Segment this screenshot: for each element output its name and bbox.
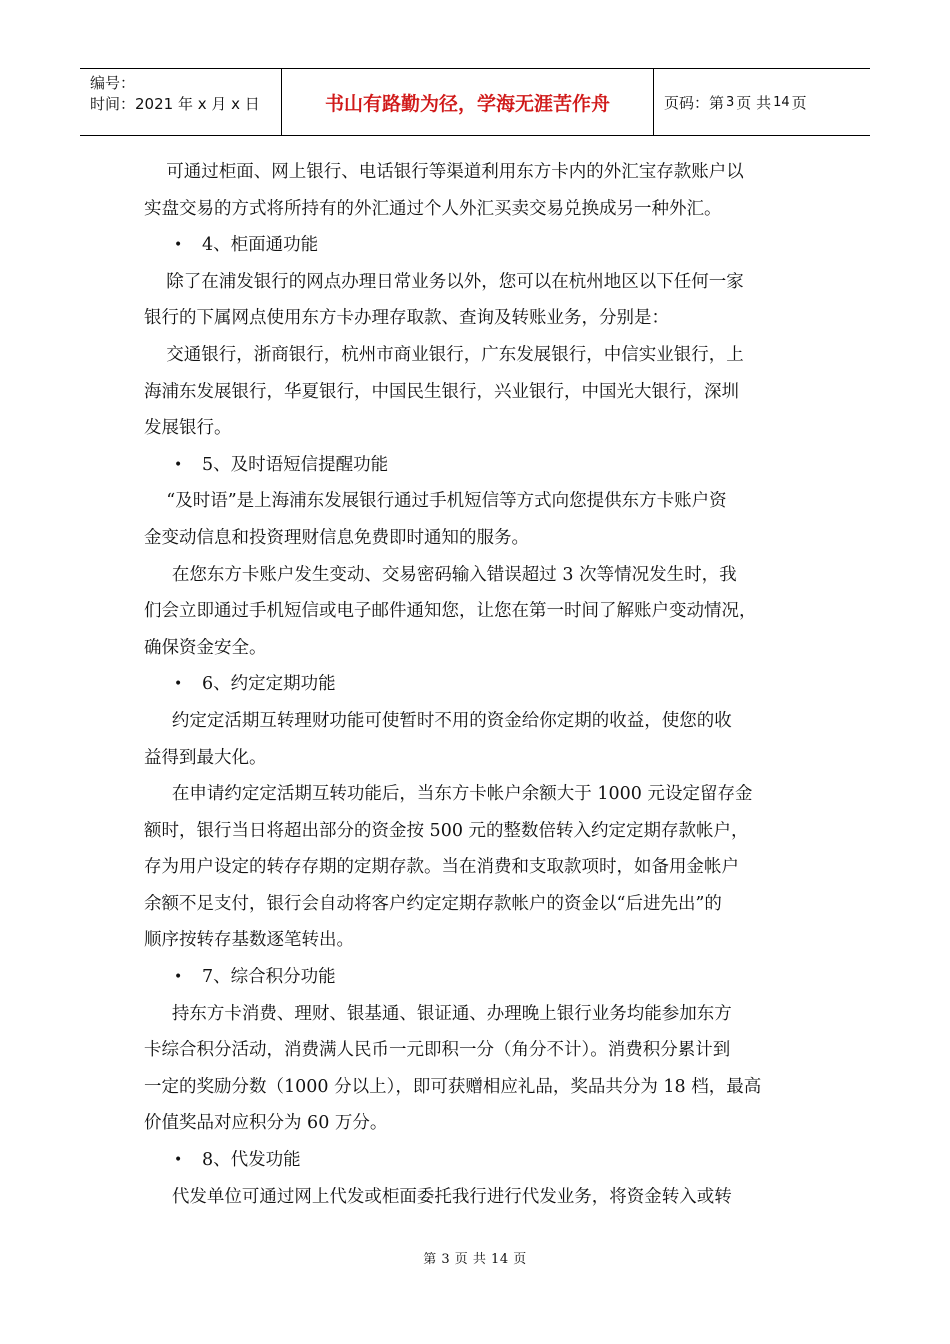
page-footer: 第 3 页 共 14 页: [423, 1252, 527, 1267]
paragraph-line: 益得到最大化。: [144, 747, 267, 768]
document-number-label: 编号：: [90, 74, 136, 92]
document-body: [144, 154, 820, 1215]
section-heading-text: 4、柜面通功能: [202, 235, 319, 256]
page-total: 14: [773, 94, 790, 110]
paragraph-line: 价值奖品对应积分为 60 万分。: [144, 1113, 388, 1134]
document-header: [80, 68, 870, 136]
paragraph-line: 可通过柜面、网上银行、电话银行等渠道利用东方卡内的外汇宝存款账户以: [144, 162, 744, 182]
paragraph-line: 一定的奖励分数（1000 分以上），即可获赠相应礼品，奖品共分为 18 档，最高: [144, 1076, 762, 1097]
bullet-icon: •: [174, 237, 183, 254]
bullet-icon: •: [174, 676, 183, 693]
paragraph-line: 实盘交易的方式将所持有的外汇通过个人外汇买卖交易兑换成另一种外汇。: [144, 198, 722, 219]
paragraph-line: 银行的下属网点使用东方卡办理存取款、查询及转账业务，分别是：: [144, 308, 669, 329]
paragraph-line: 金变动信息和投资理财信息免费即时通知的服务。: [144, 527, 529, 548]
page-current: 3: [726, 94, 735, 110]
paragraph-line: 卡综合积分活动，消费满人民币一元即积一分（角分不计）。消费积分累计到: [144, 1040, 731, 1061]
header-meta: [80, 69, 282, 135]
page-mid: 页 共: [736, 93, 772, 112]
paragraph-line: 发展银行。: [144, 418, 232, 439]
paragraph-line: 确保资金安全。: [144, 637, 267, 658]
paragraph-line: 持东方卡消费、理财、银基通、银证通、办理晚上银行业务均能参加东方: [144, 1003, 732, 1024]
document-date: 时间：2021 年 x 月 x 日: [90, 95, 260, 113]
paragraph-line: “及时语”是上海浦东发展银行通过手机短信等方式向您提供东方卡账户资: [144, 491, 727, 512]
header-motto: 书山有路勤为径，学海无涯苦作舟: [282, 69, 654, 135]
section-heading-text: 7、综合积分功能: [202, 967, 336, 988]
section-heading: [144, 227, 820, 264]
page-suffix: 页: [791, 93, 807, 112]
paragraph-line: 在申请约定定活期互转功能后，当东方卡帐户余额大于 1000 元设定留存金: [144, 784, 753, 805]
paragraph-line: 交通银行，浙商银行，杭州市商业银行，广东发展银行，中信实业银行，上: [144, 344, 744, 365]
paragraph-line: 海浦东发展银行，华夏银行，中国民生银行，兴业银行，中国光大银行，深圳: [144, 381, 739, 402]
bullet-icon: •: [174, 1152, 183, 1169]
section-heading: [144, 959, 820, 996]
paragraph-line: 顺序按转存基数逐笔转出。: [144, 930, 354, 951]
section-heading: [144, 447, 820, 484]
header-page-number: [654, 69, 870, 135]
paragraph-line: 们会立即通过手机短信或电子邮件通知您，让您在第一时间了解账户变动情况，: [144, 601, 757, 622]
bullet-icon: •: [174, 969, 183, 986]
page-prefix: 页码：第: [664, 93, 725, 112]
paragraph-line: 代发单位可通过网上代发或柜面委托我行进行代发业务，将资金转入或转: [144, 1186, 732, 1207]
section-heading-text: 5、及时语短信提醒功能: [202, 454, 389, 475]
section-heading: [144, 666, 820, 703]
paragraph-line: 除了在浦发银行的网点办理日常业务以外，您可以在杭州地区以下任何一家: [144, 271, 744, 292]
section-heading-text: 8、代发功能: [202, 1150, 301, 1171]
paragraph-line: 在您东方卡账户发生变动、交易密码输入错误超过 3 次等情况发生时，我: [144, 564, 737, 585]
paragraph-line: 存为用户设定的转存存期的定期存款。当在消费和支取款项时，如备用金帐户: [144, 857, 739, 878]
paragraph-line: 额时，银行当日将超出部分的资金按 500 元的整数倍转入约定定期存款帐户，: [144, 820, 749, 841]
section-heading: [144, 1142, 820, 1179]
bullet-icon: •: [174, 456, 183, 473]
section-heading-text: 6、约定定期功能: [202, 674, 336, 695]
paragraph-line: 余额不足支付，银行会自动将客户约定定期存款帐户的资金以“后进先出”的: [144, 893, 722, 914]
paragraph-line: 约定定活期互转理财功能可使暂时不用的资金给你定期的收益，使您的收: [144, 710, 732, 731]
